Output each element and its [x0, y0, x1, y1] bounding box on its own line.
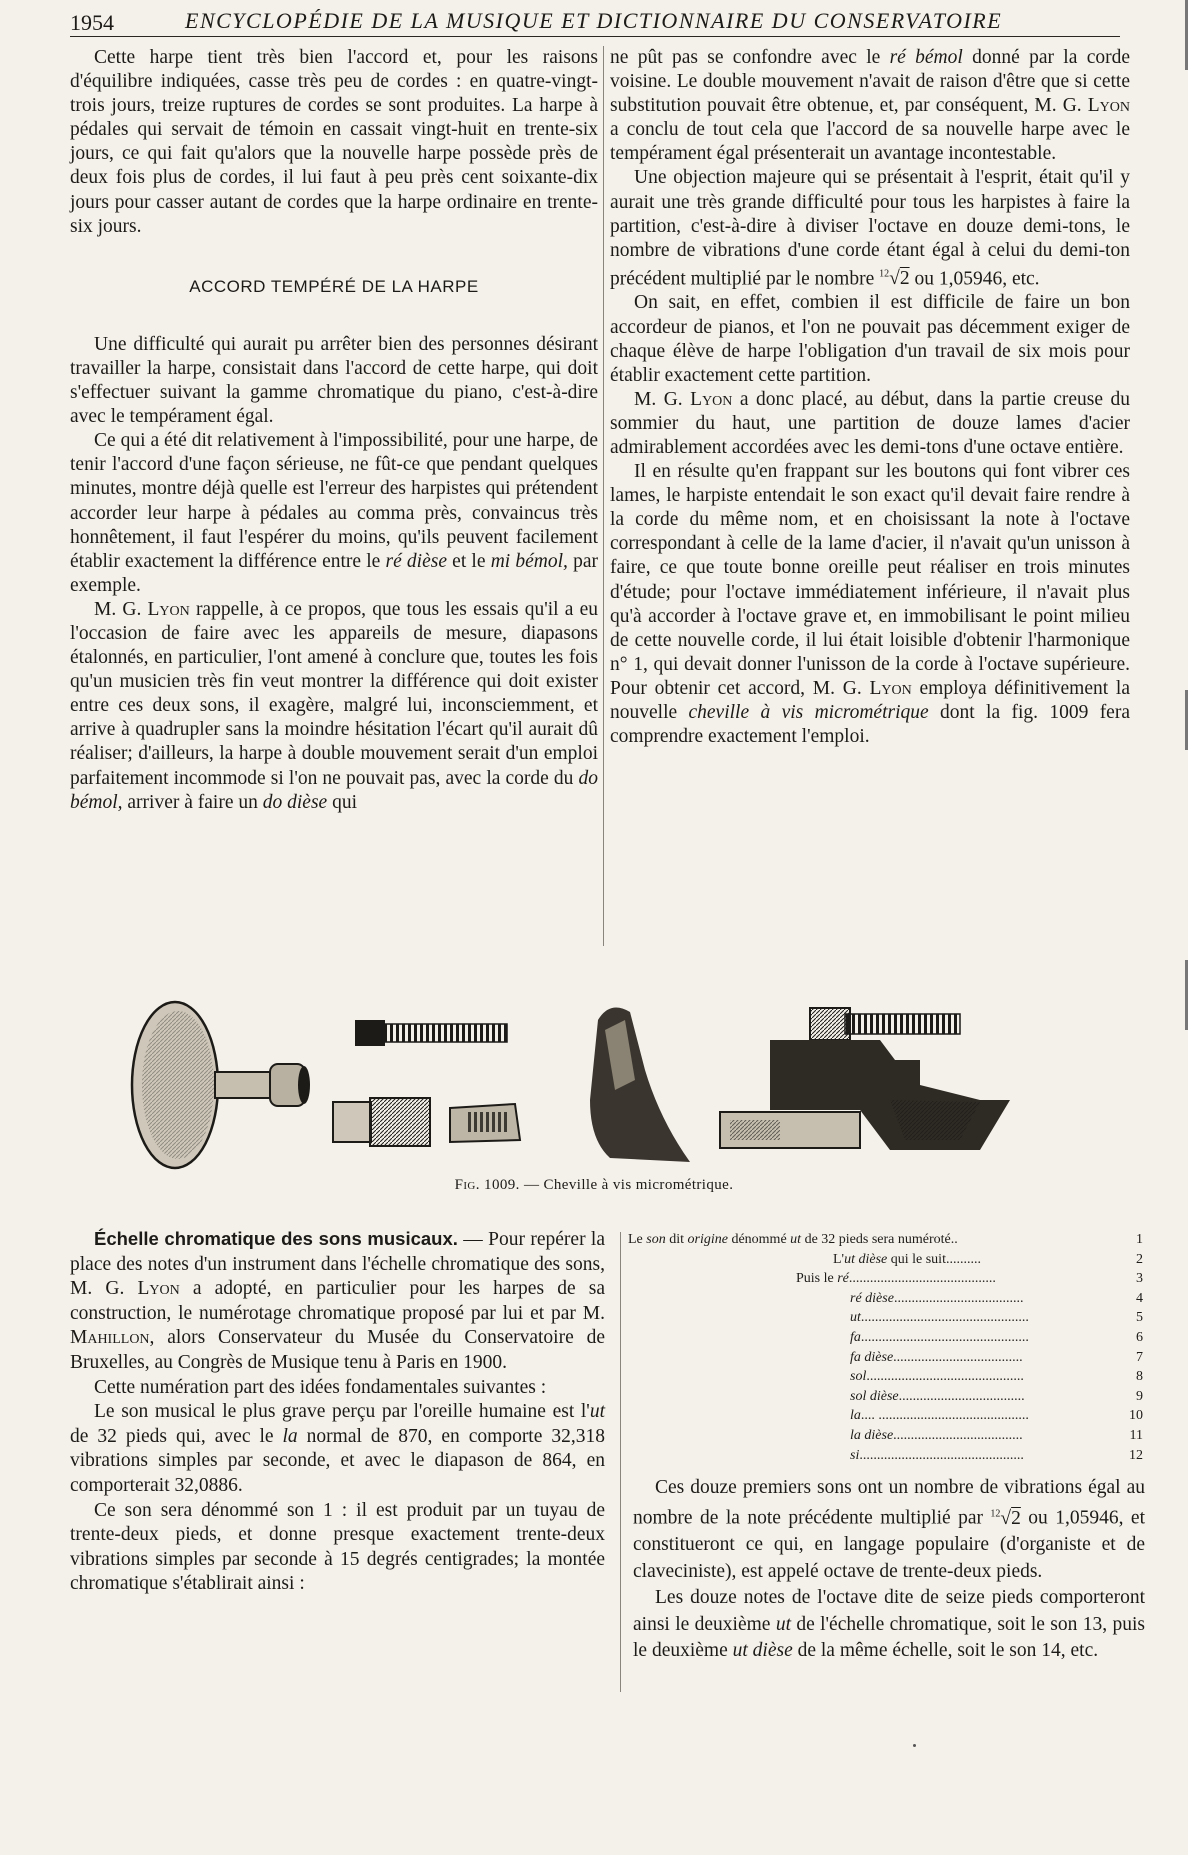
page-number: 1954: [70, 10, 114, 35]
left-column-lower: [70, 1227, 605, 1597]
paragraph: Échelle chromatique des sons musicaux. — Pour repérer la place des notes d'un instrument dans l'échelle chromatique des sons, M. G. Lyon a adopté, en particulier pour les harpes de sa construction, le numérotage chromatique proposé par lui et par M. Mahillon, alors Conservateur du Musée du Conservatoire de Bruxelles, au Congrès de Musique tenu à Paris en 1900.: [70, 1228, 606, 1373]
paragraph: Cette numération part des idées fondamentales suivantes :: [94, 1376, 547, 1398]
page-header: [70, 6, 1120, 37]
table-row: Puis le ré.......................................... 3: [796, 1271, 1143, 1287]
chromatic-numbering-table: [628, 1230, 1143, 1465]
paragraph: Ce son sera dénommé son 1 : il est produit par un tuyau de trente-deux pieds, et donne presque exactement trente-deux vibrations simples par seconde à 15 degrés centigrades; la montée chromatique s'établirait ainsi :: [70, 1499, 605, 1595]
figure-caption: Fig. 1009. — Cheville à vis micrométrique.: [454, 1177, 734, 1193]
paragraph: Il en résulte qu'en frappant sur les boutons qui font vibrer ces lames, le harpiste entendait le son exact qu'il devait faire rendre à la corde du même nom, et en choisissant la note à l'octave correspondant à celle de la lame d'acier, il n'avait qu'un unisson à faire, ce que toute bonne oreille peut réaliser en trois minutes d'étude; pour l'octave immédiatement inférieure, il n'avait plus qu'à accorder à l'octave grave et, en immobilisant le point milieu de cette nouvelle corde, il lui était loisible d'obtenir l'harmonique n° 1, qui devait donner l'unisson de la corde à l'octave supérieure. Pour obtenir cet accord, M. G. Lyon employa définitivement la nouvelle cheville à vis micrométrique dont la fig. 1009 fera comprendre exactement l'emploi.: [610, 461, 1131, 748]
radical: $^{12}$√2: [879, 268, 910, 290]
assembled-peg-drawing: [720, 1008, 1010, 1150]
paragraph: M. G. Lyon rappelle, à ce propos, que tous les essais qu'il a eu l'occasion de faire avec les appareils de mesure, diapasons étalonnés, en particulier, l'ont amené à conclure que, toutes les fois qu'un musicien très fin veut montrer la différence qui doit exister entre ces deux sons, il exagère, malgré lui, inconsciemment, et arrive à quadrupler sans la moindre hésitation l'écart qu'il aurait dû réaliser; d'ailleurs, la harpe à double mouvement serait d'un emploi parfaitement incommode si l'on ne pouvait pas, avec la corde du do bémol, arriver à faire un do dièse qui: [70, 598, 598, 813]
table-row: si............................................... 12: [850, 1447, 1143, 1463]
paragraph: Une objection majeure qui se présentait à l'esprit, était qu'il y aurait une très grande difficulté pour tous les harpistes à faire la partition, c'est-à-dire à diviser l'octave en douze demi-tons, le nombre de vibrations d'une corde étant égal à celui du demi-ton précédent multiplié par le nombre $^{12}$√2 ou 1,05946, etc.: [610, 167, 1130, 290]
table-row: ut................................................ 5: [850, 1310, 1143, 1326]
paragraph: Cette harpe tient très bien l'accord et, pour les raisons d'équilibre indiquées, casse très peu de cordes : en quatre-vingt-trois jours, treize ruptures de cordes se sont produites. La harpe à pédales qui servait de témoin en cassait vingt-huit en trente-six jours, ce qui fait qu'alors que la nouvelle harpe possède près de deux fois plus de cordes, il lui faut à peu près cent soixante-dix jours pour casser autant de cordes que la harpe ordinaire en trente-six jours.: [70, 47, 598, 237]
screw-drawing: [355, 1020, 507, 1046]
tuning-key-drawing: [132, 1002, 310, 1168]
running-head: ENCYCLOPÉDIE DE LA MUSIQUE ET DICTIONNAIRE DU CONSERVATOIRE: [185, 8, 1003, 33]
table-row: L'ut dièse qui le suit.......... 2: [833, 1251, 1143, 1267]
radical: $^{12}$√2: [990, 1507, 1021, 1529]
section-heading: ACCORD TEMPÉRÉ DE LA HARPE: [189, 276, 479, 296]
section-title: Échelle chromatique des sons musicaux.: [94, 1228, 458, 1249]
right-column-lower: [633, 1475, 1145, 1664]
table-row: ré dièse..................................... 4: [850, 1290, 1143, 1306]
micrometric-peg-figure: [120, 990, 1080, 1175]
paragraph: On sait, en effet, combien il est difficile de faire un bon accordeur de pianos, et l'on ne pouvait pas décemment exiger de chaque élève de harpe l'obligation d'un travail de six mois pour établir exactement cette partition.: [610, 292, 1130, 386]
paragraph: Une difficulté qui aurait pu arrêter bien des personnes désirant travailler la harpe, consistait dans l'accord de cette harpe, qui doit s'effectuer suivant la gamme chromatique du piano, c'est-à-dire avec le tempérament égal.: [70, 333, 598, 428]
column-rule: [620, 1232, 621, 1692]
table-row: sol dièse.................................... 9: [850, 1388, 1143, 1404]
table-row: la.... ........................................... 10: [850, 1408, 1143, 1424]
paragraph: M. G. Lyon a donc placé, au début, dans la partie creuse du sommier du haut, une partition de douze lames d'acier admirablement accordées avec les demi-tons d'une octave entière.: [610, 388, 1130, 458]
left-column: [70, 46, 598, 815]
table-row: fa dièse..................................... 7: [850, 1349, 1143, 1365]
table-row: Le son dit origine dénommé ut de 32 pieds sera numéroté.. 1: [628, 1232, 1143, 1247]
table-row: fa................................................ 6: [850, 1329, 1143, 1345]
column-rule: [603, 46, 604, 946]
nut-drawing: [333, 1098, 520, 1146]
blade-drawing: [590, 1008, 690, 1163]
paragraph: Ce qui a été dit relativement à l'impossibilité, pour une harpe, de tenir l'accord d'une façon sérieuse, ne fût-ce que pendant quelques minutes, montre déjà quelle est l'erreur des harpistes qui prétendent accorder leur harpe à pédales au comma près, convaincus très honnêtement, il faut l'espérer du moins, qu'ils peuvent facilement établir exactement la différence entre le ré dièse et le mi bémol, par exemple.: [70, 430, 598, 596]
paragraph: ne pût pas se confondre avec le ré bémol donné par la corde voisine. Le double mouvement n'avait de raison d'être que si cette substitution pouvait être obtenue, et, par conséquent, M. G. Lyon a conclu de tout cela que l'accord de sa nouvelle harpe avec le tempérament égal présenterait un avantage incontestable.: [610, 47, 1130, 165]
paragraph: Ces douze premiers sons ont un nombre de vibrations égal au nombre de la note précédente multiplié par $^{12}$√2 ou 1,05946, et constitueront ce qui, en langage populaire (d'organiste et de claveciniste), est appelé octave de trente-deux pieds.: [633, 1477, 1145, 1582]
right-column: [610, 46, 1130, 749]
ink-speck: [913, 1744, 916, 1747]
table-row: la dièse..................................... 11: [850, 1427, 1143, 1443]
paragraph: Les douze notes de l'octave dite de seize pieds comporteront ainsi le deuxième ut de l'échelle chromatique, soit le son 13, puis le deuxième ut dièse de la même échelle, soit le son 14, etc.: [633, 1587, 1146, 1661]
paragraph: Le son musical le plus grave perçu par l'oreille humaine est l'ut de 32 pieds qui, avec le la normal de 870, en comporte 32,318 vibrations simples par seconde, et avec le diapason de 864, en comporterait 32,0886.: [70, 1401, 605, 1496]
table-row: sol............................................. 8: [850, 1369, 1143, 1385]
